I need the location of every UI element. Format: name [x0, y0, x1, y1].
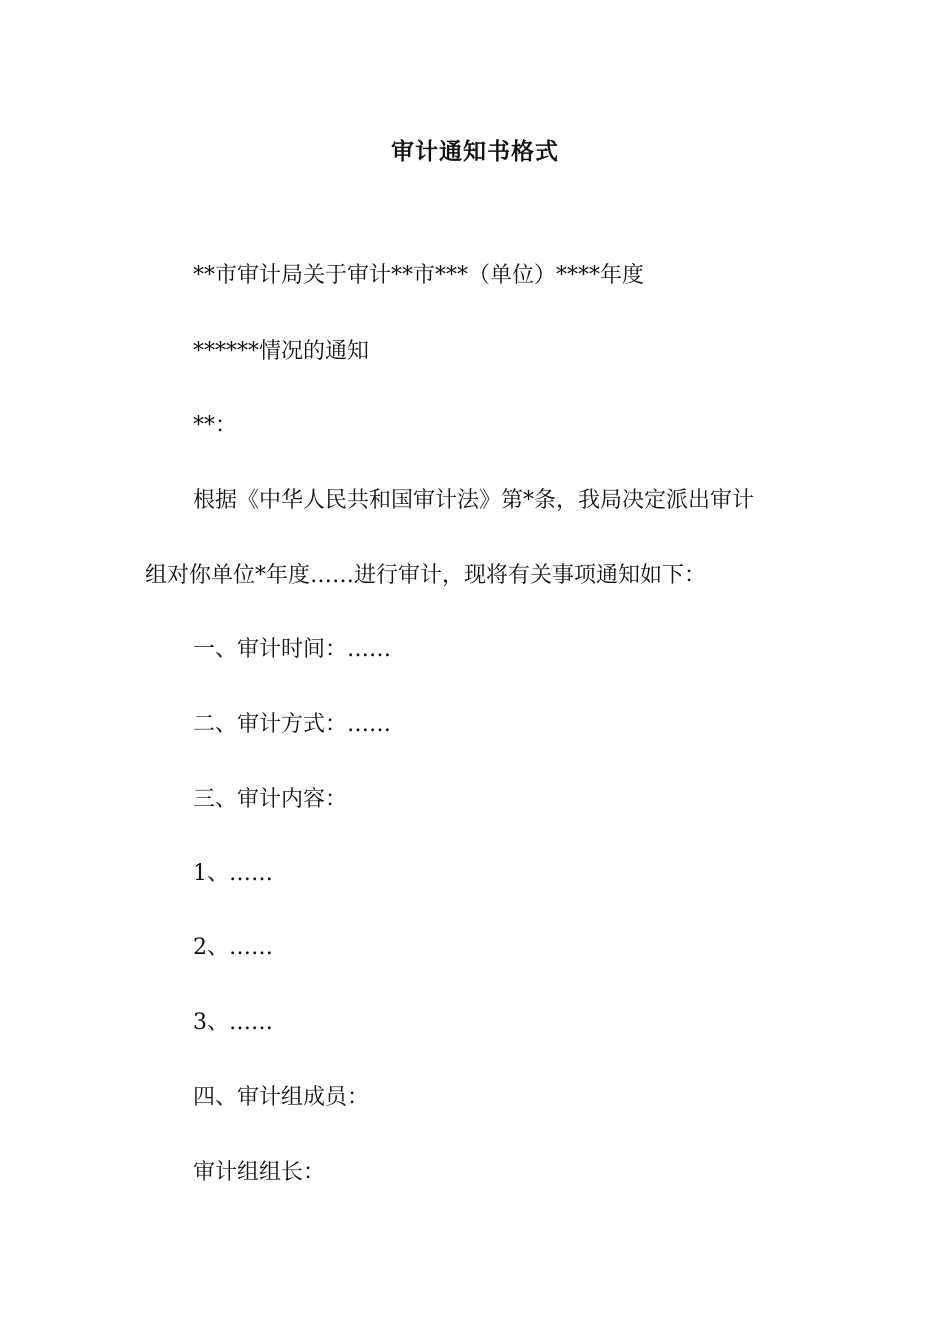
body-paragraph-line-1: 根据《中华人民共和国审计法》第*条，我局决定派出审计: [193, 488, 755, 513]
body-paragraph-line-2: 组对你单位*年度……进行审计，现将有关事项通知如下：: [145, 563, 707, 588]
section-audit-time: 一、审计时间：……: [193, 637, 392, 662]
audit-team-leader-line: 审计组组长：: [193, 1160, 326, 1185]
notice-heading-line-1: **市审计局关于审计**市***（单位）****年度: [193, 263, 645, 288]
section-audit-method: 二、审计方式：……: [193, 712, 392, 737]
section-audit-content: 三、审计内容：: [193, 787, 348, 812]
list-item-1: 1、……: [193, 861, 273, 886]
document-title: 审计通知书格式: [391, 139, 559, 165]
notice-heading-line-2: ******情况的通知: [193, 339, 370, 364]
section-audit-members: 四、审计组成员：: [193, 1085, 370, 1110]
addressee-line: **：: [193, 413, 238, 438]
list-item-3: 3、……: [193, 1010, 273, 1035]
list-item-2: 2、……: [193, 935, 273, 960]
